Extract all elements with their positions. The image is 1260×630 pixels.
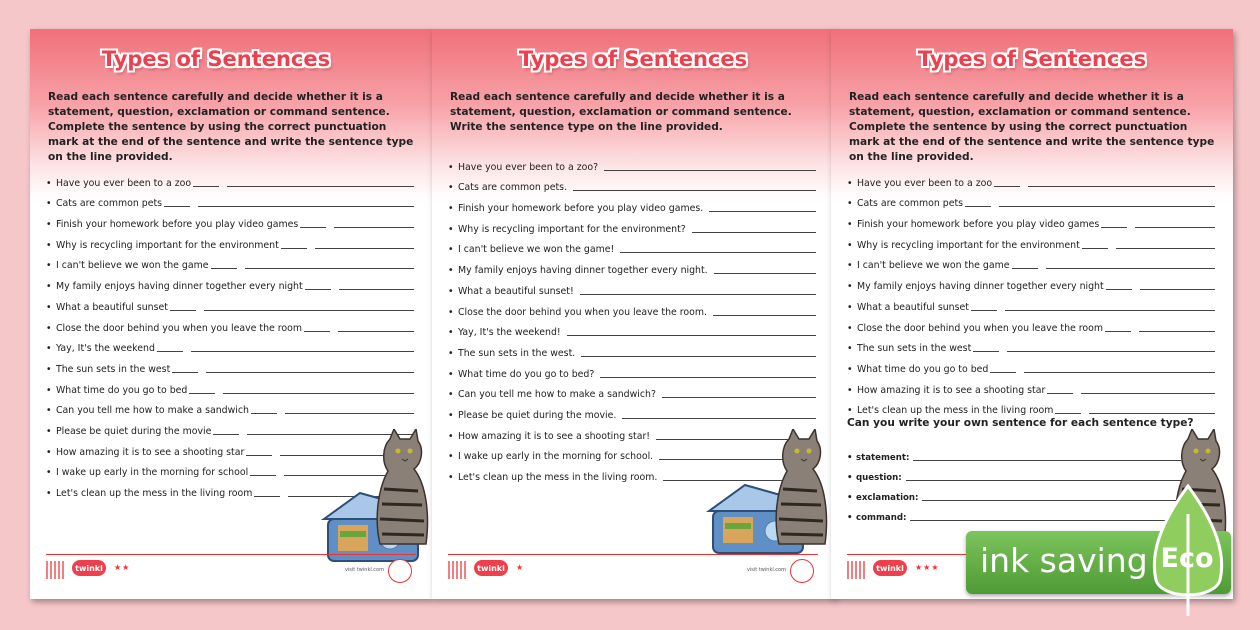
bullet: • — [448, 368, 454, 380]
sentence-text: My family enjoys having dinner together every night — [857, 281, 1104, 293]
sentence-row — [46, 354, 414, 375]
answer-line[interactable] — [198, 206, 414, 207]
bullet: • — [448, 244, 454, 256]
sentence-row — [46, 271, 414, 292]
bullet: • — [46, 239, 52, 251]
answer-line[interactable] — [1140, 289, 1215, 290]
sentence-text: The sun sets in the west — [857, 343, 972, 355]
punctuation-blank[interactable] — [971, 310, 997, 311]
answer-line[interactable] — [622, 418, 816, 419]
twinkl-logo: twinkl — [474, 560, 508, 576]
answer-line[interactable] — [315, 248, 414, 249]
punctuation-blank[interactable] — [300, 227, 326, 228]
bullet: • — [847, 363, 853, 375]
own-sentence-list — [847, 443, 1181, 523]
punctuation-blank[interactable] — [973, 351, 999, 352]
sentence-row — [46, 334, 414, 355]
answer-line[interactable] — [620, 252, 816, 253]
twinkl-logo: twinkl — [873, 560, 907, 576]
bullet: • — [448, 430, 454, 442]
page-footer — [46, 554, 416, 585]
sentence-text: I wake up early in the morning for school — [56, 467, 249, 479]
bullet: • — [46, 384, 52, 396]
sentence-text: The sun sets in the west — [56, 363, 171, 375]
sentence-row — [46, 230, 414, 251]
sentence-text: Finish your homework before you play video games — [56, 219, 299, 231]
bullet: • — [46, 198, 52, 210]
answer-line[interactable] — [1024, 372, 1215, 373]
punctuation-blank[interactable] — [164, 206, 190, 207]
answer-line[interactable] — [206, 372, 414, 373]
instructions: Read each sentence carefully and decide whether it is a statement, question, exclamation or command sentence. Write the sentence type on the line provided. — [450, 91, 792, 133]
punctuation-blank[interactable] — [1105, 331, 1131, 332]
own-sentence-row: • exclamation: — [847, 483, 1181, 503]
bullet: • — [46, 301, 52, 313]
sentence-row — [46, 375, 414, 396]
bullet: • — [448, 285, 454, 297]
sentence-row — [448, 152, 816, 173]
sentence-list — [448, 152, 816, 483]
sentence-text: Finish your homework before you play video games — [857, 219, 1100, 231]
quality-badge-icon — [790, 559, 814, 583]
sentence-text: The sun sets in the west. — [458, 347, 576, 359]
bullet: • — [847, 384, 853, 396]
punctuation-blank[interactable] — [172, 372, 198, 373]
sentence-text: How amazing it is to see a shooting star — [857, 384, 1046, 396]
answer-line[interactable] — [1028, 186, 1215, 187]
sentence-row — [448, 235, 816, 256]
sentence-row — [847, 334, 1215, 355]
answer-line[interactable] — [1089, 413, 1215, 414]
instructions: Read each sentence carefully and decide whether it is a statement, question, exclamation or command sentence. Complete the sentence by using the correct punctuation mark at the end of the sentence and write the sentence type on the line provided. — [849, 91, 1215, 163]
sentence-text: I can't believe we won the game — [857, 260, 1010, 272]
bullet: • — [847, 260, 853, 272]
punctuation-blank[interactable] — [170, 310, 196, 311]
answer-line[interactable] — [581, 356, 816, 357]
punctuation-blank[interactable] — [254, 496, 280, 497]
bullet: • — [847, 239, 853, 251]
sentence-row — [847, 313, 1215, 334]
answer-line[interactable] — [1139, 331, 1215, 332]
sentence-row — [847, 209, 1215, 230]
sentence-row — [46, 396, 414, 417]
sentence-text: Cats are common pets — [857, 198, 964, 210]
sentence-text: How amazing it is to see a shooting star — [56, 446, 245, 458]
bullet: • — [46, 343, 52, 355]
sentence-row — [847, 230, 1215, 251]
bullet: • — [847, 343, 853, 355]
bullet: • — [448, 409, 454, 421]
bullet: • — [448, 347, 454, 359]
punctuation-blank[interactable] — [304, 331, 330, 332]
sentence-row — [847, 396, 1215, 417]
sentence-text: Why is recycling important for the environment — [857, 239, 1080, 251]
own-sentence-row: • command: — [847, 503, 1181, 523]
sentence-row — [448, 297, 816, 318]
sentence-text: Finish your homework before you play video games. — [458, 203, 704, 215]
sentence-text: What a beautiful sunset — [56, 301, 168, 313]
sentence-row — [448, 380, 816, 401]
sentence-row — [448, 400, 816, 421]
bullet: • — [847, 219, 853, 231]
bullet: • — [448, 182, 454, 194]
sentence-row — [46, 416, 414, 437]
qr-code-icon — [847, 561, 865, 579]
punctuation-blank[interactable] — [213, 434, 239, 435]
sentence-text: I wake up early in the morning for school. — [458, 451, 654, 463]
worksheet-2-star — [30, 29, 432, 599]
answer-line[interactable] — [910, 520, 1181, 521]
sentence-text: Have you ever been to a zoo — [857, 177, 993, 189]
page-title: Types of Sentences — [917, 47, 1147, 71]
sentence-row — [46, 251, 414, 272]
sentence-row — [847, 168, 1215, 189]
sentence-row — [847, 354, 1215, 375]
answer-line[interactable] — [922, 500, 1181, 501]
sentence-text: Cats are common pets. — [458, 182, 568, 194]
sentence-row — [448, 276, 816, 297]
punctuation-blank[interactable] — [965, 206, 991, 207]
punctuation-blank[interactable] — [1047, 393, 1073, 394]
answer-line[interactable] — [339, 289, 414, 290]
punctuation-blank[interactable] — [250, 475, 276, 476]
answer-line[interactable] — [1081, 393, 1215, 394]
answer-line[interactable] — [204, 310, 414, 311]
sentence-row — [448, 173, 816, 194]
answer-line[interactable] — [692, 232, 816, 233]
answer-line[interactable] — [1116, 248, 1215, 249]
sentence-text: Close the door behind you when you leave the room — [857, 322, 1104, 334]
sentence-row — [448, 193, 816, 214]
cat-illustration — [368, 429, 432, 549]
answer-line[interactable] — [573, 190, 816, 191]
difficulty-stars: ★★ — [114, 563, 131, 572]
qr-code-icon — [46, 561, 64, 579]
sentence-text: Close the door behind you when you leave the room — [56, 322, 303, 334]
bullet: • — [46, 219, 52, 231]
page-footer — [448, 554, 818, 585]
bullet: • — [448, 327, 454, 339]
sentence-text: Close the door behind you when you leave the room. — [458, 306, 708, 318]
answer-line[interactable] — [1046, 268, 1215, 269]
answer-line[interactable] — [600, 377, 816, 378]
sentence-text: Please be quiet during the movie. — [458, 409, 617, 421]
sentence-text: Let's clean up the mess in the living room. — [458, 472, 658, 483]
sentence-text: What a beautiful sunset — [857, 301, 969, 313]
quality-badge-icon — [388, 559, 412, 583]
ink-saving-text: ink saving — [980, 541, 1148, 580]
sentence-text: Please be quiet during the movie — [56, 425, 212, 437]
sentence-text: Have you ever been to a zoo — [56, 177, 192, 189]
bullet: • — [46, 425, 52, 437]
sentence-row — [448, 338, 816, 359]
bullet: • — [448, 203, 454, 215]
bullet: • — [46, 281, 52, 293]
sentence-row — [448, 442, 816, 463]
sentence-text: Can you tell me how to make a sandwich — [56, 405, 249, 417]
answer-line[interactable] — [906, 480, 1181, 481]
answer-line[interactable] — [334, 227, 414, 228]
footer-site: visit twinkl.com — [746, 567, 786, 573]
answer-line[interactable] — [245, 268, 414, 269]
sentence-row — [46, 292, 414, 313]
sentence-row — [46, 209, 414, 230]
bullet: • — [46, 446, 52, 458]
answer-line[interactable] — [191, 351, 414, 352]
sentence-text: Why is recycling important for the environment? — [458, 223, 686, 235]
bullet: • — [46, 405, 52, 417]
bullet: • — [46, 467, 52, 479]
sentence-text: How amazing it is to see a shooting star! — [458, 430, 651, 442]
eco-label: Eco — [1160, 543, 1214, 574]
sentence-list — [847, 168, 1215, 416]
punctuation-blank[interactable] — [193, 186, 219, 187]
answer-line[interactable] — [713, 315, 816, 316]
sentence-row — [847, 189, 1215, 210]
instructions: Read each sentence carefully and decide whether it is a statement, question, exclamation or command sentence. Complete the sentence by using the correct punctuation mark at the end of the sentence and write the sentence type on the line provided. — [48, 91, 414, 163]
answer-line[interactable] — [227, 186, 414, 187]
punctuation-blank[interactable] — [189, 393, 215, 394]
sentence-row — [46, 189, 414, 210]
answer-line[interactable] — [223, 393, 414, 394]
answer-line[interactable] — [1005, 310, 1215, 311]
punctuation-blank[interactable] — [251, 413, 277, 414]
sentence-row — [448, 462, 816, 483]
own-sentence-question: Can you write your own sentence for each sentence type? — [847, 417, 1194, 429]
punctuation-blank[interactable] — [305, 289, 331, 290]
answer-line[interactable] — [338, 331, 414, 332]
sentence-text: Can you tell me how to make a sandwich? — [458, 389, 656, 401]
punctuation-blank[interactable] — [157, 351, 183, 352]
punctuation-blank[interactable] — [211, 268, 237, 269]
sentence-row — [448, 359, 816, 380]
sentence-list — [46, 168, 414, 499]
sentence-row — [46, 458, 414, 479]
sentence-text: What a beautiful sunset! — [458, 285, 574, 297]
sentence-text: My family enjoys having dinner together every night — [56, 281, 303, 293]
bullet: • — [847, 198, 853, 210]
bullet: • — [847, 405, 853, 417]
sentence-text: What time do you go to bed? — [458, 368, 595, 380]
answer-line[interactable] — [662, 397, 816, 398]
answer-line[interactable] — [1007, 351, 1215, 352]
punctuation-blank[interactable] — [1106, 289, 1132, 290]
sentence-text: My family enjoys having dinner together every night. — [458, 265, 708, 277]
sentence-row — [448, 255, 816, 276]
bullet: • — [46, 363, 52, 375]
punctuation-blank[interactable] — [1101, 227, 1127, 228]
punctuation-blank[interactable] — [994, 186, 1020, 187]
bullet: • — [46, 488, 52, 499]
sentence-text: What time do you go to bed — [56, 384, 188, 396]
bullet: • — [847, 281, 853, 293]
answer-line[interactable] — [604, 170, 816, 171]
bullet: • — [448, 451, 454, 463]
difficulty-stars: ★★★ — [915, 563, 940, 572]
sentence-text: Yay, It's the weekend! — [458, 327, 561, 339]
punctuation-blank[interactable] — [246, 455, 272, 456]
bullet: • — [46, 322, 52, 334]
sentence-text: I can't believe we won the game! — [458, 244, 615, 256]
sentence-row — [46, 168, 414, 189]
answer-line[interactable] — [567, 335, 816, 336]
punctuation-blank[interactable] — [1082, 248, 1108, 249]
bullet: • — [847, 177, 853, 189]
twinkl-logo: twinkl — [72, 560, 106, 576]
sentence-row — [448, 318, 816, 339]
footer-site: visit twinkl.com — [344, 567, 384, 573]
sentence-row — [847, 271, 1215, 292]
bullet: • — [847, 301, 853, 313]
sentence-row — [847, 292, 1215, 313]
bullet: • — [448, 265, 454, 277]
own-sentence-row: • question: — [847, 463, 1181, 483]
sentence-row — [847, 251, 1215, 272]
punctuation-blank[interactable] — [1055, 413, 1081, 414]
cat-illustration — [767, 429, 831, 549]
bullet: • — [46, 177, 52, 189]
sentence-text: What time do you go to bed — [857, 363, 989, 375]
answer-line[interactable] — [714, 273, 816, 274]
page-title: Types of Sentences — [518, 47, 748, 71]
bullet: • — [46, 260, 52, 272]
sentence-row — [46, 313, 414, 334]
page-title: Types of Sentences — [101, 47, 331, 71]
sentence-text: Why is recycling important for the environment — [56, 239, 279, 251]
sentence-row — [46, 437, 414, 458]
answer-line[interactable] — [709, 211, 816, 212]
difficulty-stars: ★ — [516, 563, 525, 572]
qr-code-icon — [448, 561, 466, 579]
answer-line[interactable] — [999, 206, 1215, 207]
answer-line[interactable] — [913, 460, 1181, 461]
sentence-text: I can't believe we won the game — [56, 260, 209, 272]
bullet: • — [847, 322, 853, 334]
answer-line[interactable] — [580, 294, 816, 295]
bullet: • — [448, 306, 454, 318]
worksheet-1-star — [432, 29, 834, 599]
punctuation-blank[interactable] — [281, 248, 307, 249]
punctuation-blank[interactable] — [1012, 268, 1038, 269]
sentence-row — [847, 375, 1215, 396]
bullet: • — [448, 223, 454, 235]
sentence-row — [448, 421, 816, 442]
sentence-row — [448, 214, 816, 235]
sentence-text: Have you ever been to a zoo? — [458, 161, 599, 173]
sentence-text: Yay, It's the weekend — [56, 343, 155, 355]
bullet: • — [448, 472, 454, 483]
bullet: • — [448, 161, 454, 173]
sentence-text: Cats are common pets — [56, 198, 163, 210]
answer-line[interactable] — [285, 413, 414, 414]
sentence-text: Let's clean up the mess in the living room — [56, 488, 253, 499]
punctuation-blank[interactable] — [990, 372, 1016, 373]
bullet: • — [448, 389, 454, 401]
sentence-text: Let's clean up the mess in the living room — [857, 405, 1054, 417]
own-sentence-row: • statement: — [847, 443, 1181, 463]
answer-line[interactable] — [1135, 227, 1215, 228]
